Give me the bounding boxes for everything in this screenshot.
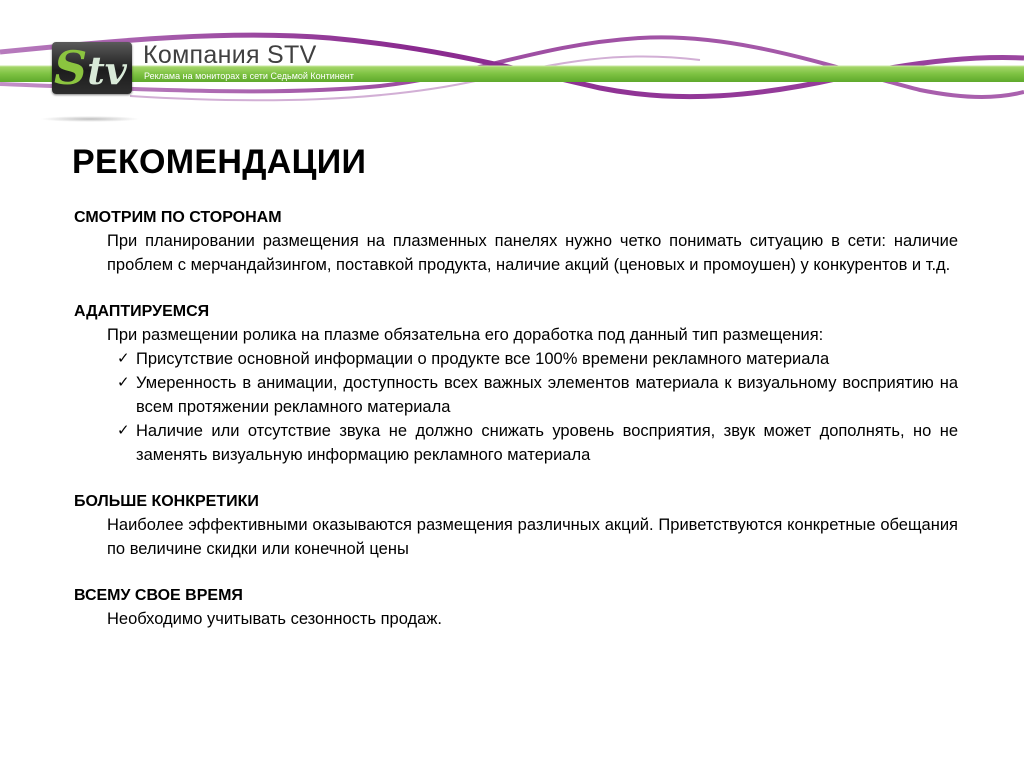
page-title: РЕКОМЕНДАЦИИ bbox=[72, 143, 367, 181]
company-name: Компания STV bbox=[143, 41, 317, 69]
checkmark-icon: ✓ bbox=[117, 422, 130, 439]
section-heading: БОЛЬШЕ КОНКРЕТИКИ bbox=[74, 493, 259, 510]
list-item-text: Умеренность в анимации, доступность всех важных элементов материала к визуальному восприятию на всем протяжении рекламного материала bbox=[136, 374, 958, 416]
checkmark-icon: ✓ bbox=[117, 350, 130, 367]
section-text: При размещении ролика на плазме обязательна его доработка под данный тип размещения: bbox=[107, 326, 824, 344]
list-item-text: Наличие или отсутствие звука не должно снижать уровень восприятия, звук может дополнять, но не заменять визуальную информацию рекламного материала bbox=[136, 422, 958, 464]
logo-shadow bbox=[40, 116, 140, 122]
stv-logo bbox=[52, 42, 132, 94]
stv-logo-mark: Stv bbox=[54, 41, 127, 95]
section-timing bbox=[74, 585, 958, 631]
company-tagline: Реклама на мониторах в сети Седьмой Континент bbox=[144, 71, 354, 81]
section-adapt bbox=[74, 301, 958, 467]
list-item bbox=[117, 371, 958, 419]
checklist bbox=[74, 347, 958, 467]
section-concrete bbox=[74, 491, 958, 561]
section-text: Наиболее эффективными оказываются размещения различных акций. Приветствуются конкретные обещания по величине скидки или конечной цены bbox=[107, 516, 958, 558]
section-heading: АДАПТИРУЕМСЯ bbox=[74, 303, 210, 320]
header-banner bbox=[0, 0, 1024, 130]
list-item-text: Присутствие основной информации о продукте все 100% времени рекламного материала bbox=[136, 350, 830, 368]
section-look-around bbox=[74, 207, 958, 277]
section-heading: СМОТРИМ ПО СТОРОНАМ bbox=[74, 209, 282, 226]
checkmark-icon: ✓ bbox=[117, 374, 130, 391]
section-heading: ВСЕМУ СВОЕ ВРЕМЯ bbox=[74, 587, 243, 604]
list-item bbox=[117, 347, 958, 371]
list-item bbox=[117, 419, 958, 467]
section-text: Необходимо учитывать сезонность продаж. bbox=[107, 610, 442, 628]
section-text: При планировании размещения на плазменных панелях нужно четко понимать ситуацию в сети: наличие проблем с мерчандайзингом, поставкой продукта, наличие акций (ценовых и промоушен) у конкурентов и т.д. bbox=[107, 232, 958, 274]
recommendations-content bbox=[74, 207, 958, 655]
